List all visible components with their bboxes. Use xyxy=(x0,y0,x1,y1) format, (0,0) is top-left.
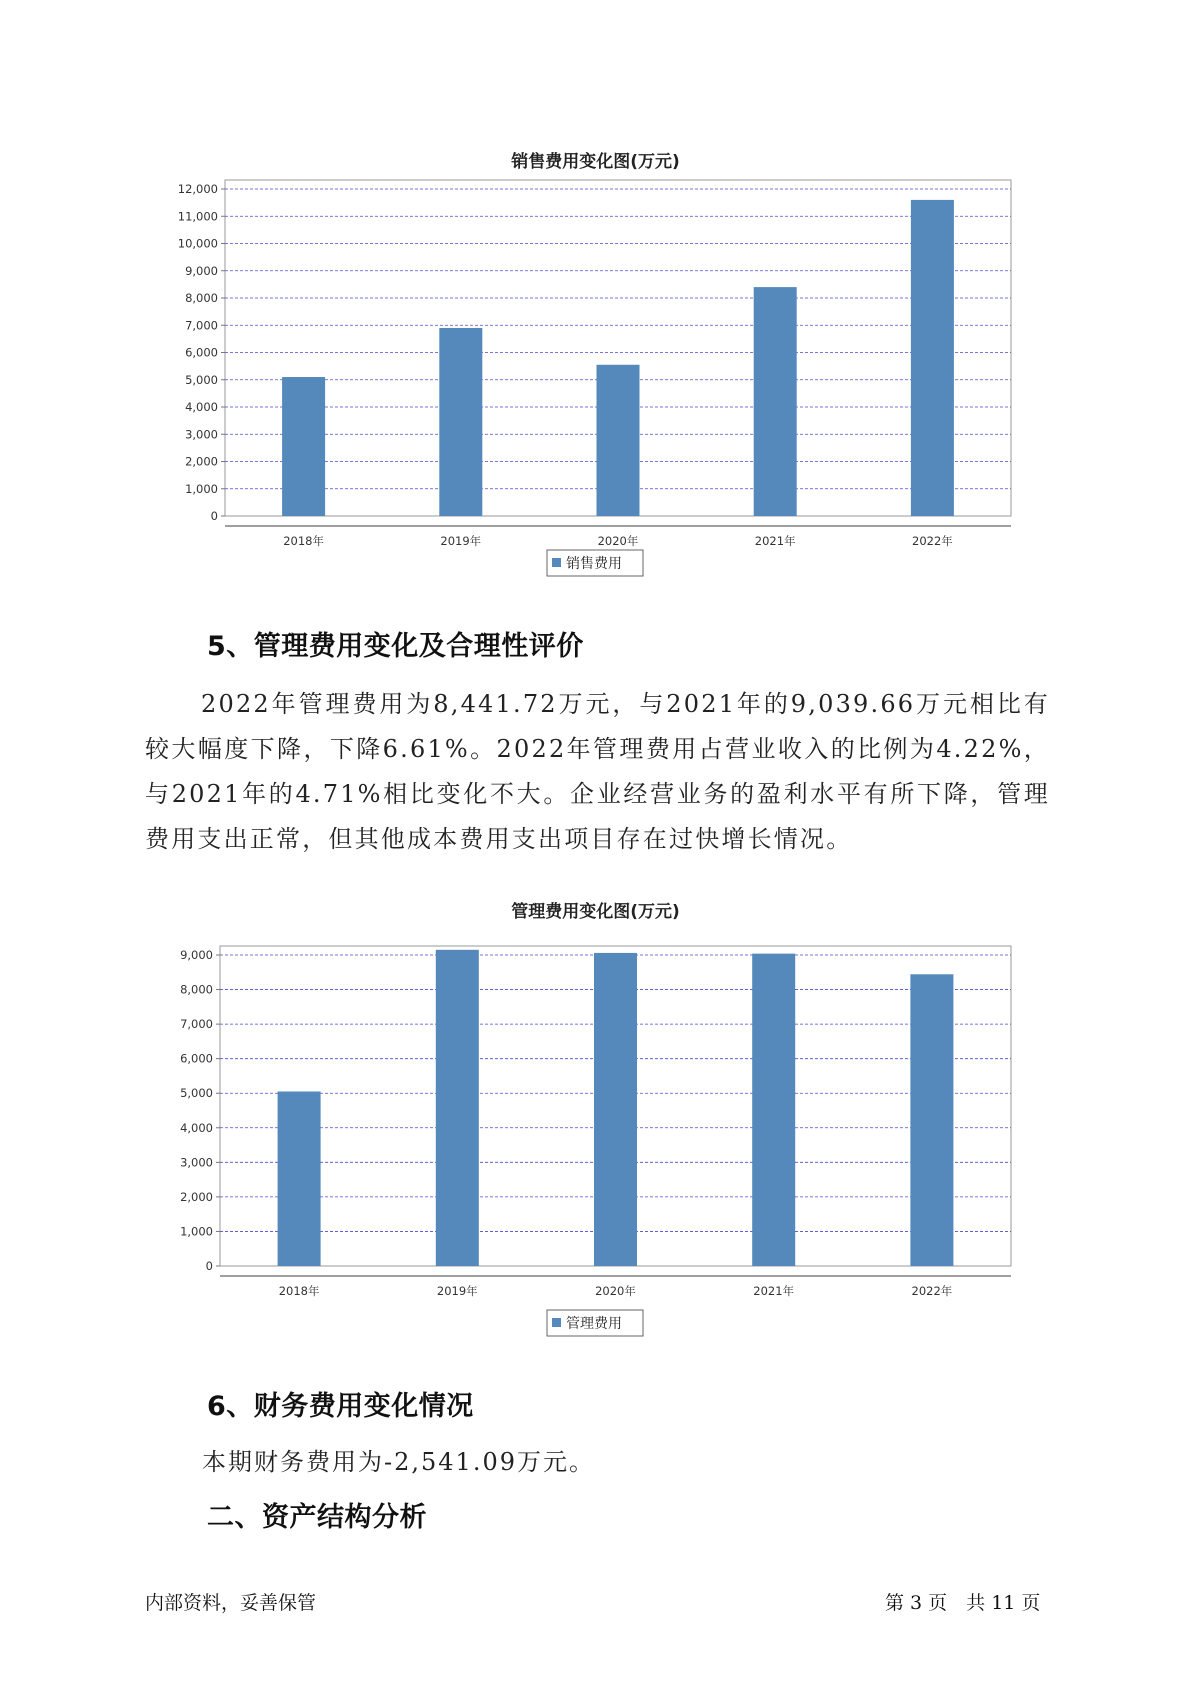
x-tick-label: 2021年 xyxy=(753,1284,795,1298)
x-tick-label: 2018年 xyxy=(283,534,324,548)
legend-swatch xyxy=(552,1318,561,1327)
y-tick-label: 4,000 xyxy=(180,1120,213,1135)
y-tick-label: 2,000 xyxy=(185,454,218,469)
y-tick-label: 3,000 xyxy=(185,427,218,442)
bar xyxy=(278,1091,321,1266)
y-tick-label: 11,000 xyxy=(177,209,218,224)
section-5-heading: 5、管理费用变化及合理性评价 xyxy=(207,631,584,662)
bar xyxy=(911,200,954,516)
sales-expense-chart xyxy=(0,170,1191,590)
legend-label: 管理费用 xyxy=(566,1316,622,1332)
y-tick-label: 5,000 xyxy=(185,372,218,387)
y-tick-label: 2,000 xyxy=(180,1189,213,1204)
y-tick-label: 0 xyxy=(210,509,218,523)
management-chart-title: 管理费用变化图(万元) xyxy=(511,902,680,922)
y-tick-label: 5,000 xyxy=(180,1086,213,1101)
footer-page-number: 第 3 页 共 11 页 xyxy=(885,1592,1041,1614)
x-tick-label: 2020年 xyxy=(595,1284,636,1298)
x-tick-label: 2022年 xyxy=(912,534,953,548)
x-tick-label: 2019年 xyxy=(436,1284,478,1298)
x-tick-label: 2020年 xyxy=(597,534,639,548)
y-tick-label: 10,000 xyxy=(177,236,218,251)
bar xyxy=(436,950,479,1266)
section-two-heading: 二、资产结构分析 xyxy=(207,1502,427,1533)
y-tick-label: 7,000 xyxy=(185,318,218,333)
y-tick-label: 4,000 xyxy=(185,400,218,414)
section-6-text: 本期财务费用为-2,541.09万元。 xyxy=(202,1448,595,1476)
y-tick-label: 9,000 xyxy=(185,263,218,278)
y-tick-label: 6,000 xyxy=(185,345,218,360)
y-tick-label: 6,000 xyxy=(180,1051,213,1066)
bar xyxy=(754,287,797,516)
y-tick-label: 1,000 xyxy=(180,1224,213,1239)
bar xyxy=(752,954,795,1266)
footer-confidential-note: 内部资料，妥善保管 xyxy=(145,1592,317,1614)
y-tick-label: 9,000 xyxy=(180,948,213,962)
y-tick-label: 3,000 xyxy=(180,1155,213,1170)
x-tick-label: 2018年 xyxy=(278,1284,320,1298)
y-tick-label: 1,000 xyxy=(185,481,218,496)
legend-label: 销售费用 xyxy=(566,556,622,572)
bar xyxy=(910,974,953,1266)
y-tick-label: 8,000 xyxy=(185,291,218,305)
bar xyxy=(597,365,640,516)
y-tick-label: 12,000 xyxy=(177,182,218,196)
section-5-paragraph: 2022年管理费用为8,441.72万元，与2021年的9,039.66万元相比有较大幅度下降，下降6.61%。2022年管理费用占营业收入的比例为4.22%，与2021年的4.71%相比变化不大。企业经营业务的盈利水平有所下降，管理费用支出正常，但其他成本费用支出项目存在过快增长情况。 xyxy=(145,690,1050,853)
section-6-heading: 6、财务费用变化情况 xyxy=(207,1391,474,1422)
bar xyxy=(439,328,482,516)
legend-swatch xyxy=(552,558,561,567)
y-tick-label: 8,000 xyxy=(180,982,213,997)
x-tick-label: 2021年 xyxy=(754,534,796,548)
bar xyxy=(282,377,325,516)
y-tick-label: 7,000 xyxy=(180,1017,213,1032)
x-tick-label: 2022年 xyxy=(911,1284,953,1298)
bar xyxy=(594,953,637,1266)
x-tick-label: 2019年 xyxy=(440,534,482,548)
y-tick-label: 0 xyxy=(205,1259,213,1273)
sales-chart-title: 销售费用变化图(万元) xyxy=(511,152,680,172)
management-expense-chart xyxy=(0,920,1191,1340)
